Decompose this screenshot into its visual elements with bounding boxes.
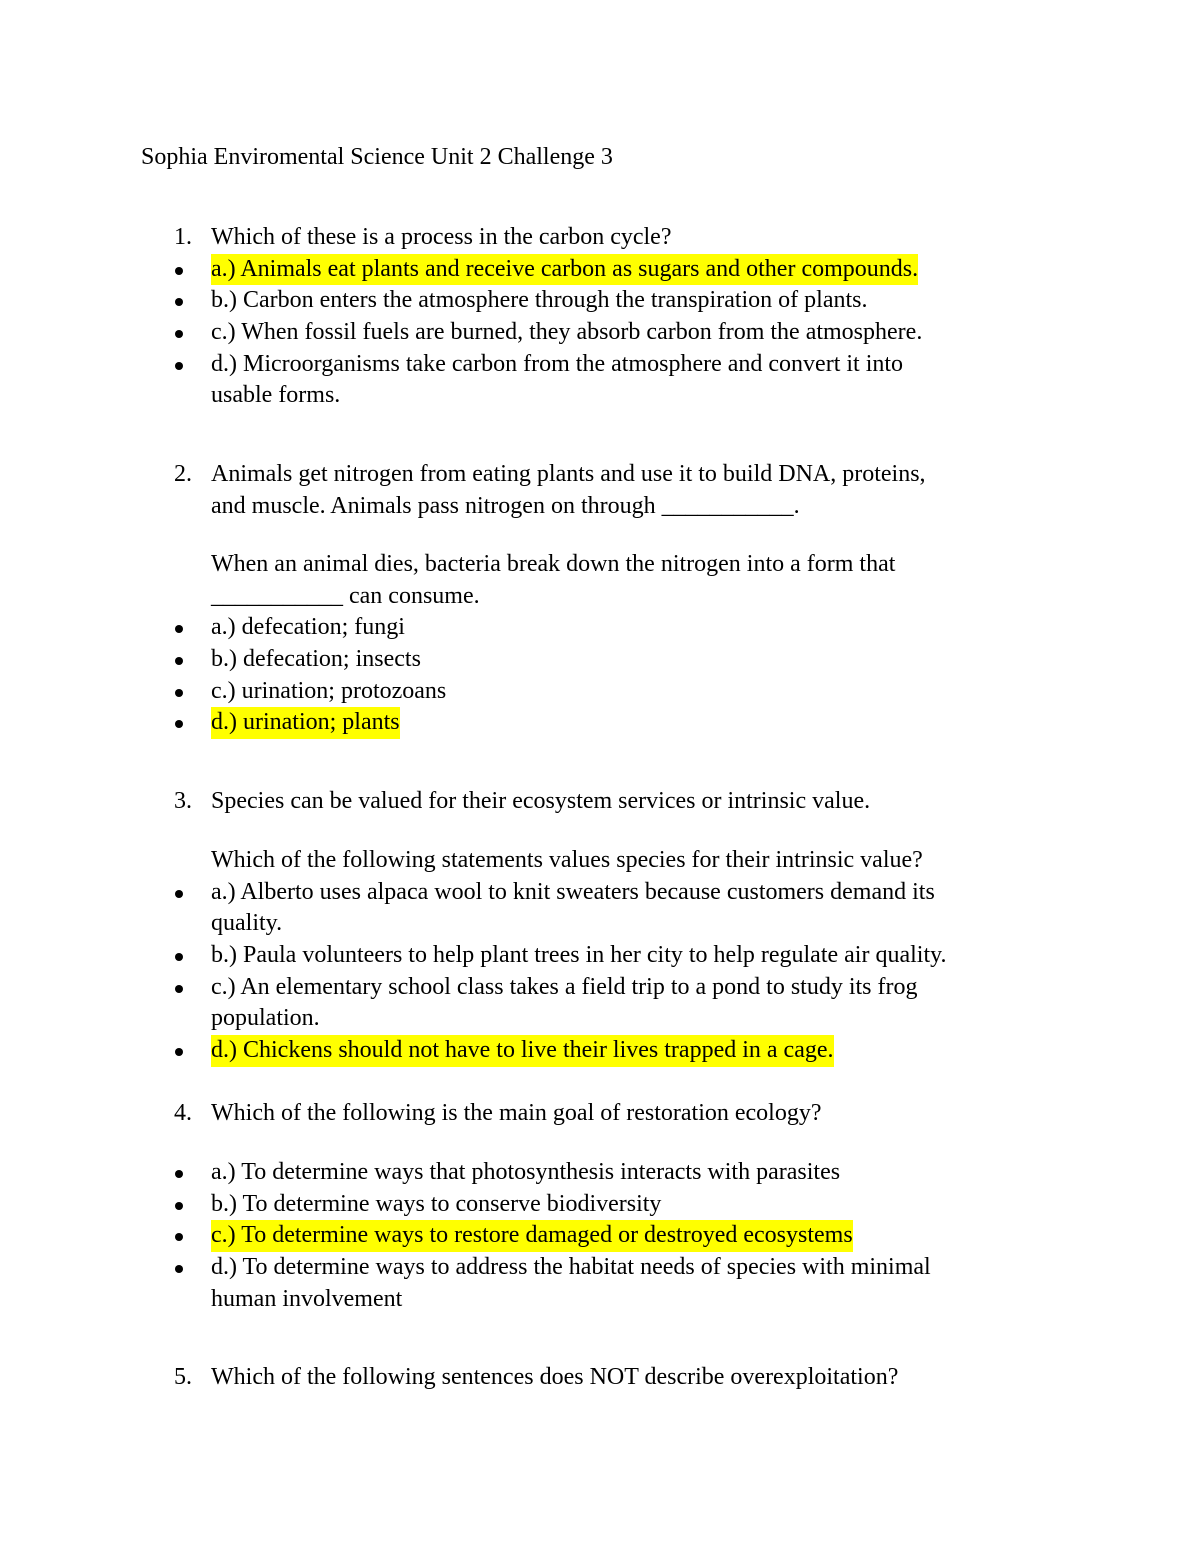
- option-text: c.) An elementary school class takes a field trip to a pond to study its frog: [211, 973, 918, 1000]
- option-text: a.) To determine ways that photosynthesis interacts with parasites: [211, 1159, 841, 1185]
- question-stem: Animals get nitrogen from eating plants and use it to build DNA, proteins,: [211, 461, 926, 487]
- bullet-icon: [175, 1265, 183, 1273]
- option-c: [0, 1220, 1200, 1252]
- option-text-highlighted: a.) Animals eat plants and receive carbon as sugars and other compounds.: [211, 254, 918, 286]
- bullet-icon: [175, 625, 183, 633]
- option-a: [0, 612, 1200, 644]
- option-d: [0, 349, 1200, 381]
- option-text-highlighted: d.) Chickens should not have to live their lives trapped in a cage.: [211, 1035, 834, 1067]
- option-text-continued: human involvement: [211, 1285, 403, 1312]
- option-text: b.) To determine ways to conserve biodiversity: [211, 1190, 662, 1217]
- option-text: a.) Alberto uses alpaca wool to knit sweaters because customers demand its: [211, 878, 935, 905]
- question-stem: Which of the following sentences does NOT describe overexploitation?: [211, 1364, 899, 1390]
- question-4: [0, 1098, 1200, 1130]
- question-stem: Which of these is a process in the carbon cycle?: [211, 224, 672, 250]
- option-a: [0, 254, 1200, 286]
- option-text: b.) Carbon enters the atmosphere through the transpiration of plants.: [211, 287, 868, 314]
- question-3-part-2: [0, 845, 1200, 1067]
- question-2: [0, 459, 1200, 522]
- question-number: 2.: [174, 461, 192, 487]
- option-text-continued: quality.: [211, 910, 283, 937]
- option-text: d.) To determine ways to address the habitat needs of species with minimal: [211, 1254, 931, 1281]
- option-text: b.) defecation; insects: [211, 646, 421, 673]
- option-b: [0, 285, 1200, 317]
- question-2-part-2: [0, 549, 1200, 739]
- question-stem: Species can be valued for their ecosystem services or intrinsic value.: [211, 788, 871, 814]
- question-5: [0, 1362, 1200, 1394]
- question-stem-2: When an animal dies, bacteria break down the nitrogen into a form that: [211, 551, 896, 577]
- option-text-continued: population.: [211, 1005, 320, 1032]
- option-c: [0, 676, 1200, 708]
- option-text-highlighted: c.) To determine ways to restore damaged or destroyed ecosystems: [211, 1220, 853, 1252]
- question-3: [0, 786, 1200, 818]
- bullet-icon: [175, 953, 183, 961]
- option-text: a.) defecation; fungi: [211, 614, 405, 641]
- option-text-continued: usable forms.: [211, 382, 341, 409]
- option-a: [0, 1157, 1200, 1189]
- bullet-icon: [175, 1170, 183, 1178]
- bullet-icon: [175, 657, 183, 665]
- option-d: [0, 1035, 1200, 1067]
- option-a: [0, 877, 1200, 909]
- option-text: c.) When fossil fuels are burned, they absorb carbon from the atmosphere.: [211, 319, 923, 346]
- bullet-icon: [175, 720, 183, 728]
- option-b: [0, 1189, 1200, 1221]
- option-text: c.) urination; protozoans: [211, 677, 447, 704]
- question-stem: Which of the following is the main goal of restoration ecology?: [211, 1100, 822, 1126]
- question-stem-continued: and muscle. Animals pass nitrogen on through ___________.: [211, 492, 800, 519]
- option-c: [0, 972, 1200, 1004]
- bullet-icon: [175, 985, 183, 993]
- bullet-icon: [175, 689, 183, 697]
- document-title: Sophia Enviromental Science Unit 2 Challenge 3: [141, 144, 613, 170]
- option-c: [0, 317, 1200, 349]
- option-d: [0, 1252, 1200, 1284]
- question-number: 5.: [174, 1364, 192, 1390]
- bullet-icon: [175, 890, 183, 898]
- option-d: [0, 707, 1200, 739]
- bullet-icon: [175, 1202, 183, 1210]
- bullet-icon: [175, 362, 183, 370]
- option-text: b.) Paula volunteers to help plant trees in her city to help regulate air quality.: [211, 942, 947, 969]
- question-number: 3.: [174, 788, 192, 814]
- option-b: [0, 644, 1200, 676]
- question-number: 4.: [174, 1100, 192, 1126]
- option-text: d.) Microorganisms take carbon from the atmosphere and convert it into: [211, 350, 904, 377]
- question-stem-2-continued: ___________ can consume.: [211, 582, 480, 609]
- bullet-icon: [175, 1233, 183, 1241]
- bullet-icon: [175, 298, 183, 306]
- question-4-options: [0, 1157, 1200, 1315]
- bullet-icon: [175, 267, 183, 275]
- question-1: [0, 222, 1200, 412]
- bullet-icon: [175, 330, 183, 338]
- option-b: [0, 940, 1200, 972]
- bullet-icon: [175, 1048, 183, 1056]
- question-number: 1.: [174, 224, 192, 250]
- question-stem-2: Which of the following statements values species for their intrinsic value?: [211, 847, 923, 873]
- option-text-highlighted: d.) urination; plants: [211, 707, 400, 739]
